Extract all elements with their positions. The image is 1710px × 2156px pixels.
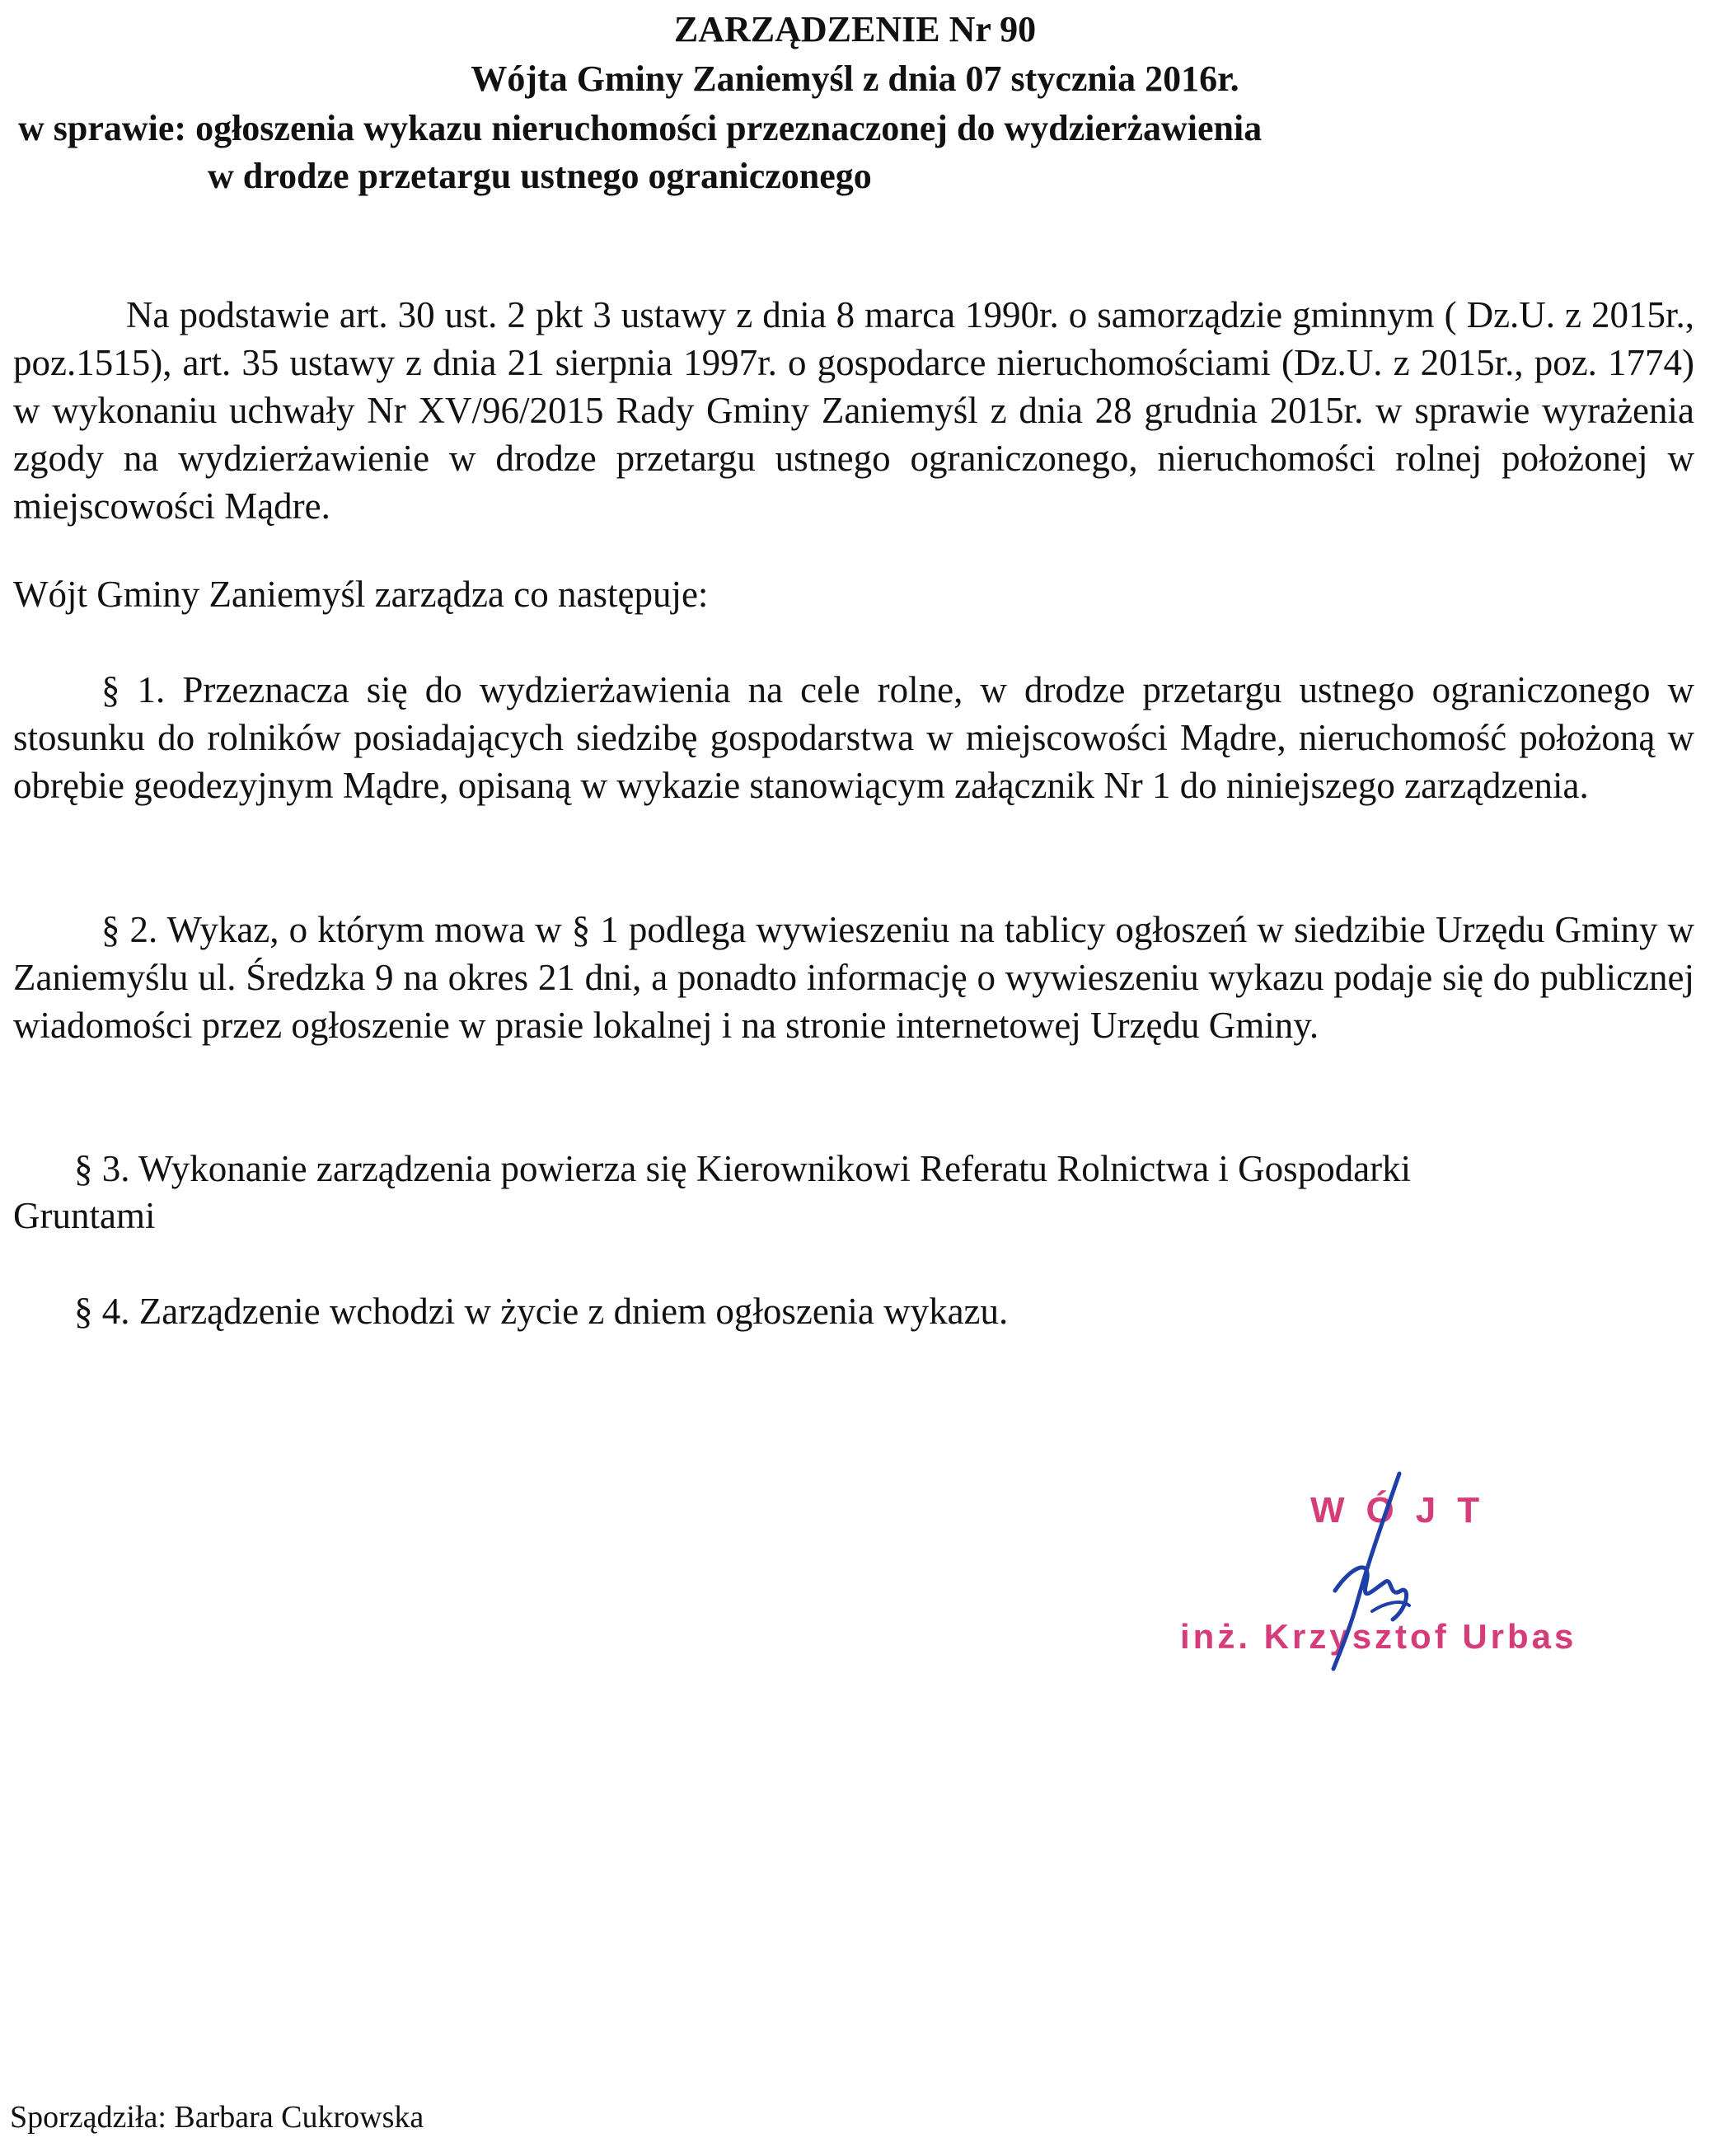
intro-line: Wójt Gminy Zaniemyśl zarządza co następuje: <box>13 574 709 615</box>
preamble-paragraph: Na podstawie art. 30 ust. 2 pkt 3 ustawy z dnia 8 marca 1990r. o samorządzie gminnym ( Dz.U. z 2015r., poz.1515), art. 35 ustawy z dnia 21 sierpnia 1997r. o gospodarce nieruchomościami (Dz.U. z 2015r., poz. 1774) w wykonaniu uchwały Nr XV/96/2015 Rady Gminy Zaniemyśl z dnia 28 grudnia 2015r. w sprawie wyrażenia zgody na wydzierżawienie w drodze przetargu ustnego ograniczonego, nieruchomości rolnej położonej w miejscowości Mądre. <box>13 294 1694 527</box>
section-3-line-2: Gruntami <box>13 1195 156 1236</box>
subject-line-2: w drodze przetargu ustnego ograniczonego <box>208 156 872 196</box>
prepared-by: Sporządziła: Barbara Cukrowska <box>10 2100 424 2135</box>
stamp-title: WÓJT <box>1310 1490 1502 1530</box>
section-1-paragraph: § 1. Przeznacza się do wydzierżawienia na cele rolne, w drodze przetargu ustnego ograniczonego w stosunku do rolników posiadających siedzibę gospodarstwa w miejscowości Mądre, nieruchomość położoną w obrębie geodezyjnym Mądre, opisaną w wykazie stanowiącym załącznik Nr 1 do niniejszego zarządzenia. <box>13 669 1694 806</box>
stamp-name: inż. Krzysztof Urbas <box>1180 1617 1577 1656</box>
section-3-line-1: § 3. Wykonanie zarządzenia powierza się Kierownikowi Referatu Rolnictwa i Gospodarki <box>74 1148 1412 1189</box>
subject-line-1: w sprawie: ogłoszenia wykazu nieruchomości przeznaczonej do wydzierżawienia <box>18 108 1263 148</box>
document-title: ZARZĄDZENIE Nr 90 <box>673 9 1037 49</box>
handwritten-signature <box>1294 1467 1442 1681</box>
section-4-paragraph: § 4. Zarządzenie wchodzi w życie z dniem ogłoszenia wykazu. <box>74 1291 1009 1332</box>
section-2-paragraph: § 2. Wykaz, o którym mowa w § 1 podlega wywieszeniu na tablicy ogłoszeń w siedzibie Urzędu Gminy w Zaniemyślu ul. Średzka 9 na okres 21 dni, a ponadto informację o wywieszeniu wykazu podaje się do publicznej wiadomości przez ogłoszenie w prasie lokalnej i na stronie internetowej Urzędu Gminy. <box>13 909 1694 1046</box>
document-subtitle: Wójta Gminy Zaniemyśl z dnia 07 stycznia 2016r. <box>471 59 1239 99</box>
